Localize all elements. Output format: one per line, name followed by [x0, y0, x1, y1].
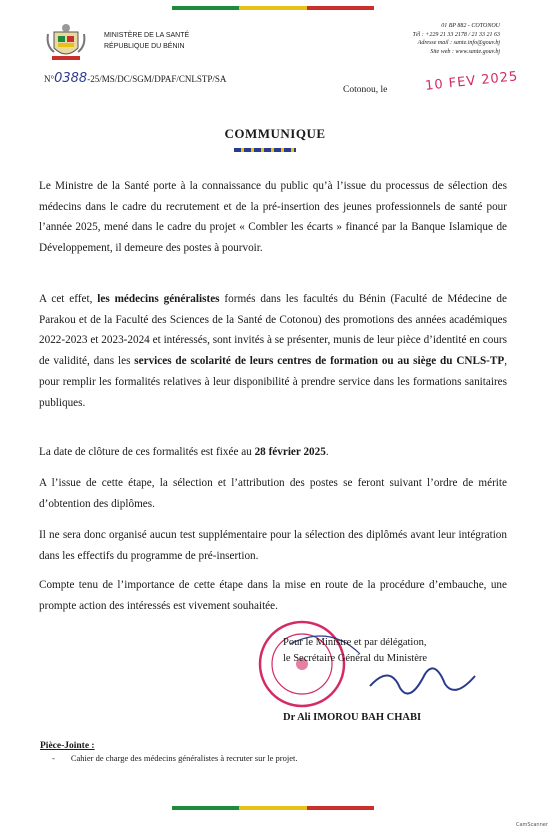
paragraph-2 [39, 289, 507, 413]
contact-line: 01 BP 882 - COTONOU [441, 23, 500, 29]
bottom-flag-bar [172, 806, 374, 810]
contact-line: Tél : +229 21 33 2178 / 21 33 21 63 [412, 31, 500, 38]
p3-text: La date de clôture de ces formalités est fixée au [39, 446, 255, 458]
p2-bold-services: services de scolarité de leurs centres de formation ou au siège du CNLS-TP [134, 355, 505, 368]
signature-line-2: le Secrétaire Général du Ministère [283, 653, 428, 664]
ministry-line1: MINISTÈRE DE LA SANTÉ [104, 32, 190, 39]
attachment-dash: - [52, 753, 55, 763]
attachment-item-text: Cahier de charge des médecins généralistes à recruter sur le projet. [70, 753, 298, 763]
paragraph-1: Le Ministre de la Santé porte à la connaissance du public qu’à l’issue du processus de sélection des médecins dans le cadre du recrutement et de la pré-insertion des jeunes professionnels de santé pour l’année 2025, mené dans le cadre du projet « Combler les écarts » financé par la Banque Islamique de Développement, il demeure des postes à pourvoir. [39, 180, 507, 255]
top-flag-bar [172, 6, 374, 10]
ref-suffix: -25/MS/DC/SGM/DPAF/CNLSTP/SA [87, 74, 227, 84]
paragraph-4: A l’issue de cette étape, la sélection et l’attribution des postes se feront suivant l’ordre de mérite d’obtention des diplômes. [39, 477, 507, 510]
place-label: Cotonou, le [343, 85, 388, 95]
scanner-watermark: CamScanner [516, 822, 548, 828]
coat-of-arms-icon [44, 20, 88, 64]
attachment-label: Pièce-Jointe : [40, 741, 95, 751]
signatory-name: Dr Ali IMOROU BAH CHABI [283, 712, 422, 723]
contact-block [413, 22, 500, 56]
contact-line: Adresse mail : sante.info@gouv.bj [417, 40, 500, 47]
document-title: COMMUNIQUE [224, 126, 326, 141]
paragraph-5: Il ne sera donc organisé aucun test supplémentaire pour la sélection des diplômés avant leur intégration dans les effectifs du programme de pré-insertion. [39, 529, 507, 562]
letterhead-left [44, 20, 244, 64]
reference-number [44, 71, 226, 86]
ref-prefix: N° [44, 74, 55, 84]
p2-text: formés dans les facultés du Bénin (Faculté de Médecine de Parakou et de la Faculté des Sciences de la Santé de Cotonou) des promotions des années académiques 2022-2023 et 2023-2024 et intéressés, sont invités à se présenter, munis de leur pièce d’identité en cours de validité, dans les [39, 293, 507, 368]
p2-text: A cet effet, [39, 293, 98, 305]
contact-line: Site web : www.sante.gouv.bj [430, 48, 500, 55]
attachment-item [52, 753, 298, 763]
ministry-line2: RÉPUBLIQUE DU BÉNIN [104, 43, 185, 50]
p2-bold-doctors: les médecins généralistes [97, 293, 220, 305]
title-underline [234, 148, 296, 152]
ministry-name [104, 30, 189, 52]
paragraph-6: Compte tenu de l’importance de cette étape dans la mise en route de la procédure d’embauche, une prompte action des intéressés est vivement souhaitée. [39, 579, 507, 612]
date-stamp: 10 FEV 2025 [424, 69, 520, 94]
p3-text: . [325, 446, 329, 458]
signature-line-1: Pour le Ministre et par délégation, [283, 637, 427, 648]
p2-text: , pour remplir les formalités relatives à leur disponibilité à prendre service dans les formations sanitaires publiques. [39, 355, 507, 409]
ref-handwritten-number: 0388 [54, 71, 88, 86]
paragraph-3 [39, 442, 507, 463]
p3-bold-date: 28 février 2025 [254, 446, 326, 458]
